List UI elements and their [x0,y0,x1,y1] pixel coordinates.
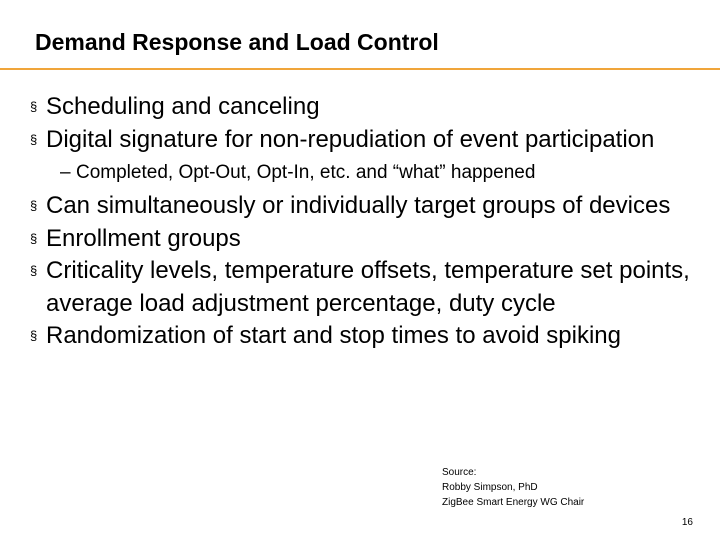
bullet-text: Scheduling and canceling [46,93,320,120]
bullet-item [30,190,700,223]
bullet-text: Digital signature for non-repudiation of event participation [46,125,655,153]
sub-bullet-marker-icon: – [60,162,71,183]
bullet-item [30,91,700,124]
bullet-text: Can simultaneously or individually target groups of devices [46,192,671,219]
bullet-marker-icon: § [30,230,38,246]
sub-bullet-item [30,156,700,190]
page-number: 16 [681,517,693,528]
bullet-item [30,124,700,157]
bullet-marker-icon: § [30,131,38,147]
bullet-text: Randomization of start and stop times to avoid spiking [46,322,621,349]
source-role: ZigBee Smart Energy WG Chair [442,497,585,508]
slide-title: Demand Response and Load Control [35,29,439,55]
source-name: Robby Simpson, PhD [442,482,538,493]
bullet-marker-icon: § [30,263,38,278]
title-divider [0,68,720,70]
bullet-text: Criticality levels, temperature offsets, temperature set points, average load adjustment percentage, duty cycle [46,257,690,317]
bullet-marker-icon: § [30,328,38,343]
bullet-marker-icon: § [30,198,38,213]
bullet-list [30,91,700,353]
source-credit [442,465,584,510]
source-label: Source: [442,467,477,478]
bullet-marker-icon: § [30,99,38,114]
bullet-item [30,320,700,353]
bullet-item [30,255,700,320]
bullet-item [30,223,700,256]
bullet-text: Enrollment groups [46,224,241,252]
sub-bullet-text: Completed, Opt-Out, Opt-In, etc. and “what” happened [76,162,536,183]
